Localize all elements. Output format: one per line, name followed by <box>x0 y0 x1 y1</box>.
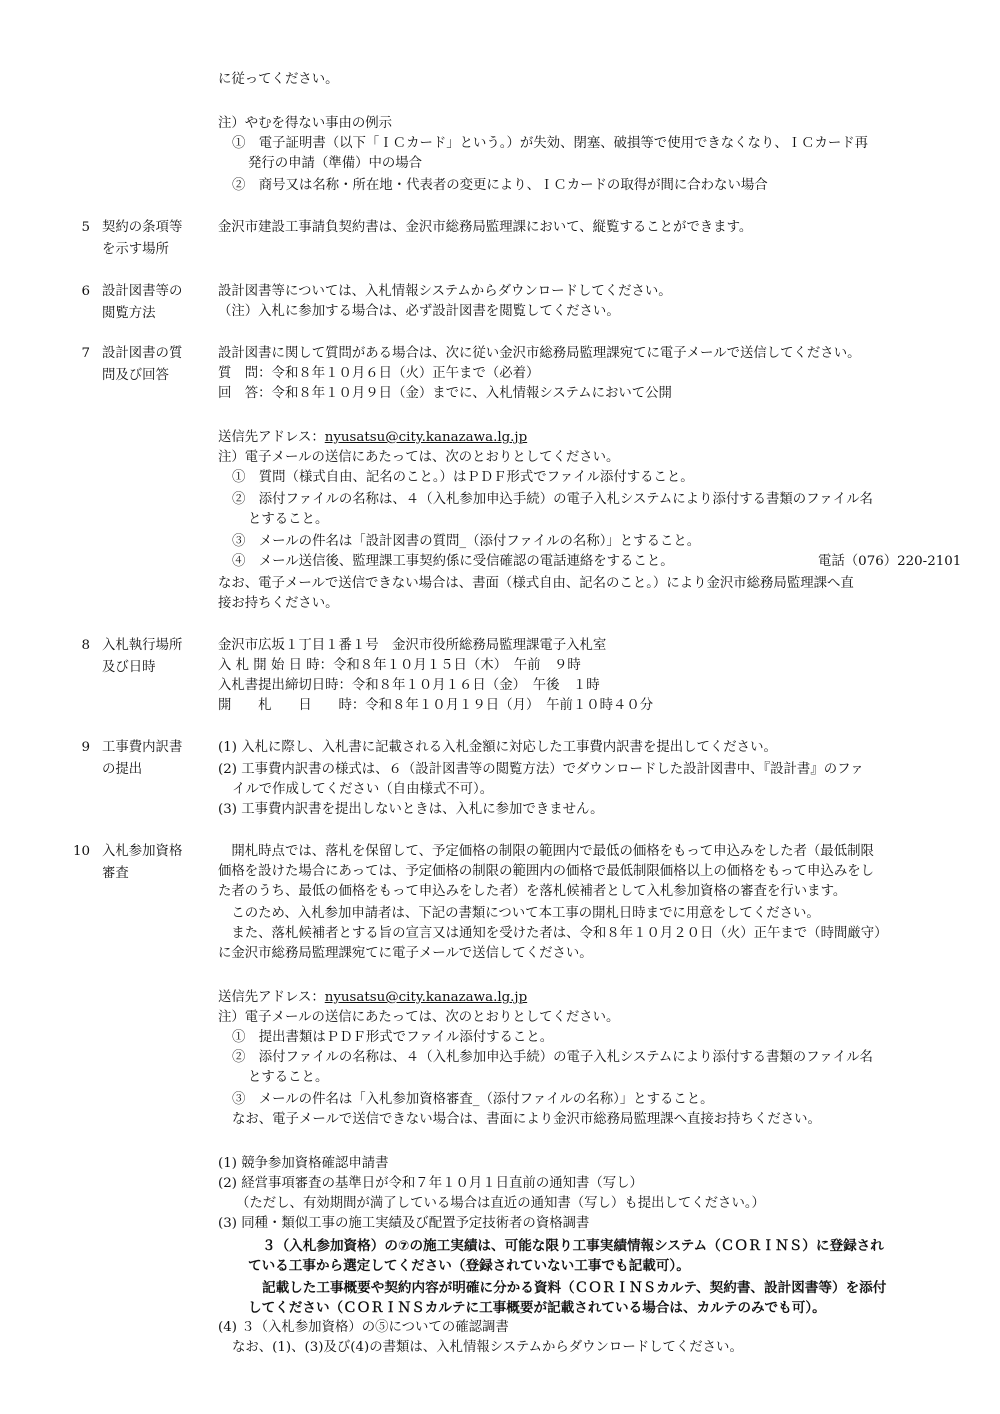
section-10-item-1: ① 提出書類はＰＤＦ形式でファイル添付すること。 <box>232 1030 554 1045</box>
section-5-body: 金沢市建設工事請負契約書は、金沢市総務局監理課において、縦覧することができます。 <box>218 220 753 235</box>
section-9-title-1: 工事費内訳書 <box>102 740 183 755</box>
section-8-title-1: 入札執行場所 <box>102 638 183 653</box>
address-label: 送信先アドレス： <box>218 990 325 1005</box>
section-6-title-2: 閲覧方法 <box>102 306 156 321</box>
section-10-note: 注）電子メールの送信にあたっては、次のとおりとしてください。 <box>218 1010 620 1025</box>
section-10-address-line <box>218 988 527 1008</box>
document-list-1: (1) 競争参加資格確認申請書 <box>218 1156 389 1171</box>
section-7-item-1: ① 質問（様式自由、記名のこと。）はＰＤＦ形式でファイル添付すること。 <box>232 470 694 485</box>
section-5-title-1: 契約の条項等 <box>102 220 183 235</box>
section-8-title-2: 及び日時 <box>102 660 156 675</box>
section-9-item-3: (3) 工事費内訳書を提出しないときは、入札に参加できません。 <box>218 802 604 817</box>
download-note: なお、(1)、(3)及び(4)の書類は、入札情報システムからダウンロードしてください。 <box>232 1340 743 1355</box>
section-7-item-3: ③ メールの件名は「設計図書の質問_（添付ファイルの名称）」とすること。 <box>232 534 701 549</box>
bold-note-1: ３（入札参加資格）の⑦の施工実績は、可能な限り工事実績情報システム（ＣＯＲＩＮＳ）に登録され <box>262 1238 884 1254</box>
document-list-2: (2) 経営事項審査の基準日が令和７年１０月１日直前の通知書（写し） <box>218 1176 643 1191</box>
address-label: 送信先アドレス： <box>218 430 325 445</box>
section-10-item-4: なお、電子メールで送信できない場合は、書面により金沢市総務局監理課へ直接お持ちください。 <box>232 1112 821 1127</box>
section-8-place: 金沢市広坂１丁目１番１号 金沢市役所総務局監理課電子入札室 <box>218 638 607 653</box>
intro-text: に従ってください。 <box>218 72 339 87</box>
section-8-start: 入 札 開 始 日 時：令和８年１０月１５日（木） 午前 ９時 <box>218 658 581 673</box>
bold-note-2-cont: してください（ＣＯＲＩＮＳカルテに工事概要が記載されている場合は、カルテのみでも可）。 <box>248 1300 826 1316</box>
section-9-number: 9 <box>81 740 90 755</box>
section-7-body-4: なお、電子メールで送信できない場合は、書面（様式自由、記名のこと。）により金沢市総務局監理課へ直 <box>218 576 854 591</box>
document-list-2-cont: （ただし、有効期間が満了している場合は直近の通知書（写し）も提出してください。） <box>236 1196 765 1211</box>
section-10-title-2: 審査 <box>102 866 129 881</box>
section-7-item-2: ② 添付ファイルの名称は、４（入札参加申込手続）の電子入札システムにより添付する書類のファイル名 <box>232 492 873 507</box>
section-7-body-1: 設計図書に関して質問がある場合は、次に従い金沢市総務局監理課宛てに電子メールで送信してください。 <box>218 346 861 361</box>
section-9-title-2: の提出 <box>102 762 143 777</box>
section-6-body-1: 設計図書等については、入札情報システムからダウンロードしてください。 <box>218 284 672 299</box>
document-list-3: (3) 同種・類似工事の施工実績及び配置予定技術者の資格調書 <box>218 1216 590 1231</box>
note-item-1-cont: 発行の申請（準備）中の場合 <box>248 156 423 171</box>
section-10-item-2: ② 添付ファイルの名称は、４（入札参加申込手続）の電子入札システムにより添付する書類のファイル名 <box>232 1050 873 1065</box>
section-6-title-1: 設計図書等の <box>102 284 183 299</box>
section-10-para-1: 開札時点では、落札を保留して、予定価格の制限の範囲内で最低の価格をもって申込みをした者（最低制限 <box>218 844 874 859</box>
section-10-item-2-cont: とすること。 <box>248 1070 329 1085</box>
phone-number: 電話（076）220-2101 <box>818 554 962 569</box>
section-10-number: 10 <box>72 844 90 859</box>
section-6-body-2: （注）入札に参加する場合は、必ず設計図書を閲覧してください。 <box>218 304 620 319</box>
section-7-title-1: 設計図書の質 <box>102 346 183 361</box>
section-10-para-5: また、落札候補者とする旨の宣言又は通知を受けた者は、令和８年１０月２０日（火）正午まで（時間厳守） <box>218 926 888 941</box>
section-10-title-1: 入札参加資格 <box>102 844 183 859</box>
section-5-number: 5 <box>81 220 90 235</box>
note-item-1: ① 電子証明書（以下「ＩＣカード」という。）が失効、閉塞、破損等で使用できなくなり、ＩＣカード再 <box>232 136 869 151</box>
section-10-para-2: 価格を設けた場合にあっては、予定価格の制限の範囲内の価格で最低制限価格以上の価格をもって申込みをし <box>218 864 875 879</box>
section-7-item-2-cont: とすること。 <box>248 512 329 527</box>
section-7-item-4: ④ メール送信後、監理課工事契約係に受信確認の電話連絡をすること。 <box>232 554 674 569</box>
section-7-question-date: 質 問：令和８年１０月６日（火）正午まで（必着） <box>218 366 540 381</box>
section-7-number: 7 <box>81 346 90 361</box>
section-5-title-2: を示す場所 <box>102 242 169 257</box>
email-address-link[interactable]: nyusatsu@city.kanazawa.lg.jp <box>324 990 528 1005</box>
section-9-item-2-cont: イルで作成してください（自由様式不可）。 <box>232 782 494 797</box>
section-7-title-2: 問及び回答 <box>102 368 169 383</box>
section-10-para-3: た者のうち、最低の価格をもって申込みをした者）を落札候補者として入札参加資格の審査を行います。 <box>218 884 847 899</box>
note-heading: 注）やむを得ない事由の例示 <box>218 116 393 131</box>
section-8-opening: 開 札 日 時：令和８年１０月１９日（月） 午前１０時４０分 <box>218 698 654 713</box>
section-6-number: 6 <box>81 284 90 299</box>
section-7-address-line <box>218 428 527 448</box>
section-8-deadline: 入札書提出締切日時：令和８年１０月１６日（金） 午後 １時 <box>218 678 600 693</box>
section-9-item-1: (1) 入札に際し、入札書に記載される入札金額に対応した工事費内訳書を提出してください。 <box>218 740 777 755</box>
section-7-answer-date: 回 答：令和８年１０月９日（金）までに、入札情報システムにおいて公開 <box>218 386 672 401</box>
section-9-item-2: (2) 工事費内訳書の様式は、６（設計図書等の閲覧方法）でダウンロードした設計図書中、『設計書』のファ <box>218 762 864 777</box>
section-8-number: 8 <box>81 638 90 653</box>
note-item-2: ② 商号又は名称・所在地・代表者の変更により、ＩＣカードの取得が間に合わない場合 <box>232 178 768 193</box>
email-address-link[interactable]: nyusatsu@city.kanazawa.lg.jp <box>324 430 528 445</box>
bold-note-2: 記載した工事概要や契約内容が明確に分かる資料（ＣＯＲＩＮＳカルテ、契約書、設計図書等）を添付 <box>262 1280 887 1296</box>
document-list-4: (4) ３（入札参加資格）の⑤についての確認調書 <box>218 1320 509 1335</box>
section-7-note: 注）電子メールの送信にあたっては、次のとおりとしてください。 <box>218 450 620 465</box>
section-7-body-4-cont: 接お持ちください。 <box>218 596 339 611</box>
section-10-item-3: ③ メールの件名は「入札参加資格審査_（添付ファイルの名称）」とすること。 <box>232 1092 714 1107</box>
section-10-para-6: に金沢市総務局監理課宛てに電子メールで送信してください。 <box>218 946 593 961</box>
section-10-para-4: このため、入札参加申請者は、下記の書類について本工事の開札日時までに用意をしてください。 <box>218 906 820 921</box>
bold-note-1-cont: ている工事から選定してください（登録されていない工事でも記載可）。 <box>248 1258 690 1274</box>
